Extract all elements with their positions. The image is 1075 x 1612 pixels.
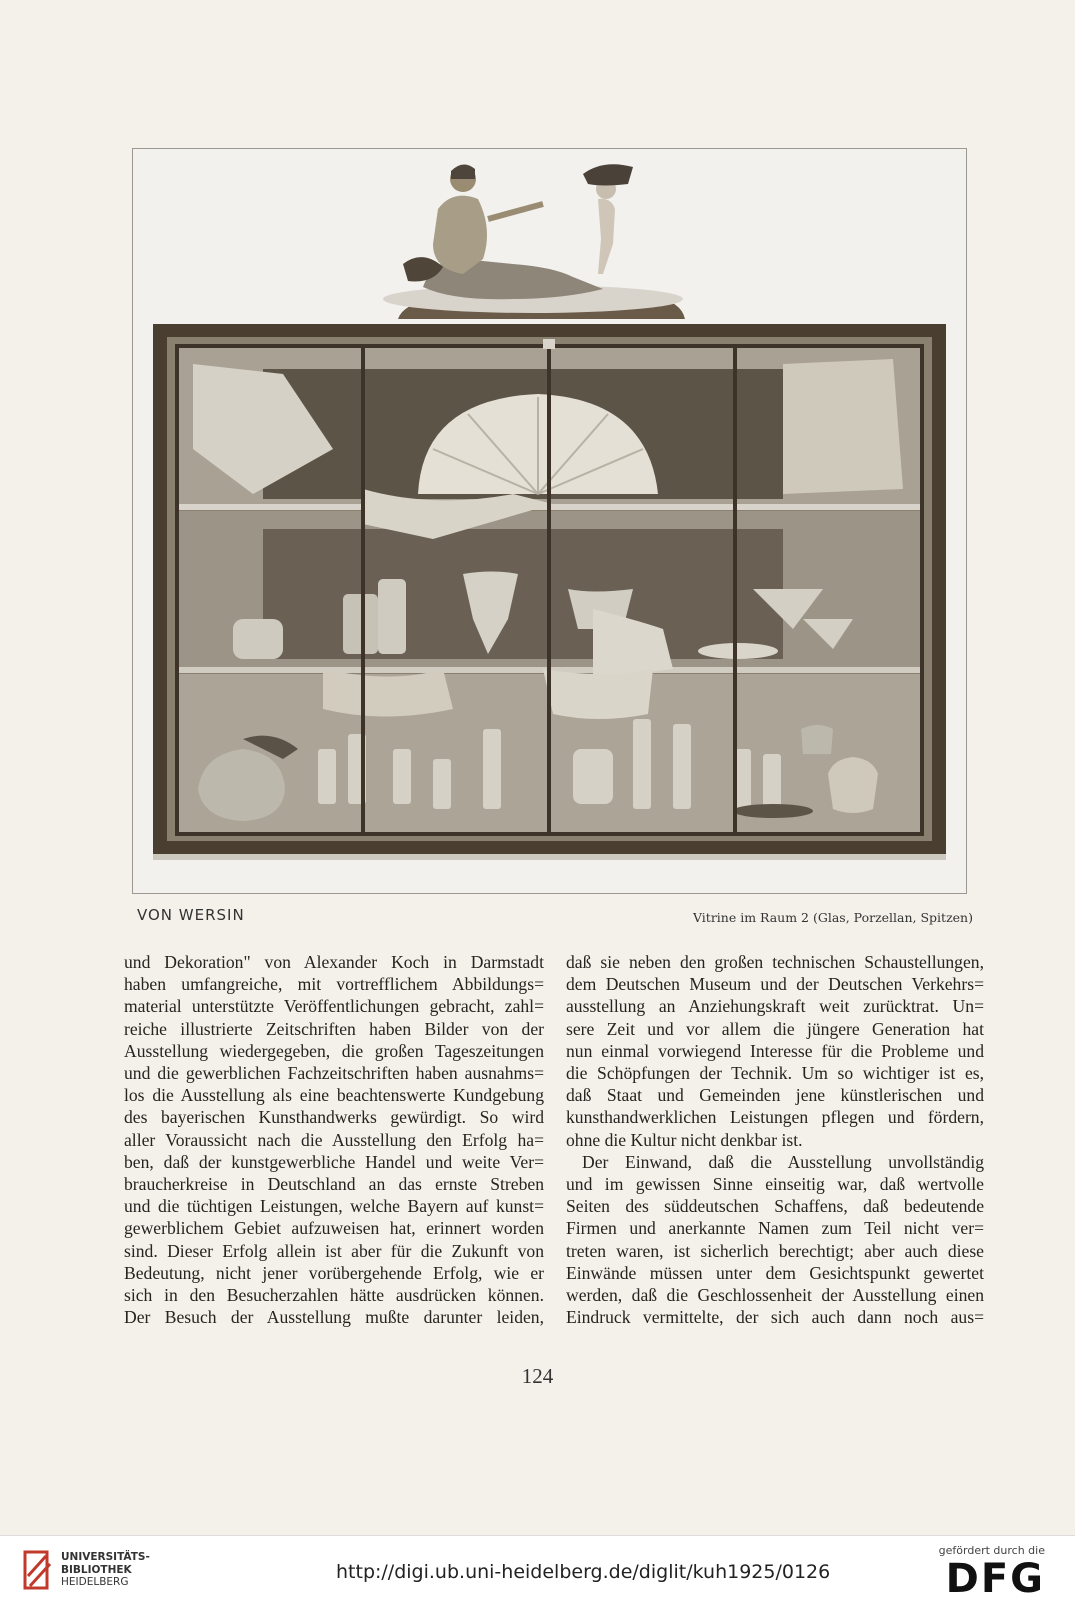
text-line: gewerblichem Gebiet aufzuweisen hat, erinnert worden bbox=[124, 1218, 544, 1239]
text-line: material unterstützte Veröffentlichungen gebracht, zahl= bbox=[124, 996, 544, 1017]
text-line: Firmen und anerkannte Namen zum Teil nicht ver= bbox=[566, 1218, 984, 1239]
text-line: Seiten des süddeutschen Schaffens, daß bedeutende bbox=[566, 1196, 984, 1217]
text-line: Bedeutung, nicht jener vorübergehende Erfolg, wie er bbox=[124, 1262, 544, 1283]
university-library-logo-icon[interactable] bbox=[22, 1546, 56, 1598]
text-line: Eindruck vermittelte, der sich auch dann noch aus= bbox=[566, 1307, 984, 1328]
dfg-logo[interactable]: DFG bbox=[945, 1556, 1045, 1602]
text-column-left bbox=[124, 951, 544, 1328]
text-line: los die Ausstellung als eine beachtenswerte Kundgebung bbox=[124, 1085, 544, 1106]
photo-caption-description: Vitrine im Raum 2 (Glas, Porzellan, Spitzen) bbox=[692, 910, 973, 925]
text-line: werden, daß die Geschlossenheit der Ausstellung einen bbox=[566, 1285, 984, 1306]
text-line: Der Einwand, daß die Ausstellung unvollständig bbox=[582, 1151, 984, 1172]
text-line: ohne die Kultur nicht denkbar ist. bbox=[566, 1129, 803, 1150]
text-line: und die tüchtigen Leistungen, welche Bayern auf kunst= bbox=[124, 1196, 544, 1217]
text-line: sich in den Besucherzahlen hätte ausdrücken können. bbox=[124, 1285, 544, 1306]
text-line: daß sie neben den großen technischen Schaustellungen, bbox=[566, 952, 984, 972]
text-line: reiche illustrierte Zeitschriften haben Bilder von der bbox=[124, 1018, 544, 1039]
text-line: nun einmal vorwiegend Interesse für die Probleme und bbox=[566, 1040, 984, 1061]
text-line: Ausstellung wiedergegeben, die großen Tageszeitungen bbox=[124, 1040, 544, 1061]
library-name-line: BIBLIOTHEK bbox=[61, 1563, 132, 1576]
viewer-footer bbox=[0, 1535, 1075, 1612]
text-line: Der Besuch der Ausstellung mußte darunter leiden, bbox=[124, 1307, 544, 1328]
text-line: des bayerischen Kunsthandwerks gewürdigt. So wird bbox=[124, 1107, 544, 1128]
funding-label: gefördert durch die bbox=[938, 1544, 1045, 1557]
library-name-line: HEIDELBERG bbox=[61, 1576, 129, 1588]
text-line: ben, daß der kunstgewerbliche Handel und weite Ver= bbox=[124, 1151, 544, 1172]
university-library-name[interactable] bbox=[61, 1551, 150, 1589]
text-line: sind. Dieser Erfolg allein ist aber für die Zukunft von bbox=[124, 1240, 544, 1261]
text-line: und im gewissen Sinne einseitig war, daß wertvolle bbox=[566, 1174, 984, 1195]
text-line: braucherkreise in Deutschland an das ernste Streben bbox=[124, 1174, 544, 1195]
text-line: die Schöpfungen der Technik. Um so wichtiger ist es, bbox=[566, 1063, 984, 1084]
text-line: daß Staat und Gemeinden jene künstlerischen und bbox=[566, 1085, 984, 1106]
text-line: haben umfangreiche, mit vortrefflichem Abbildungs= bbox=[124, 974, 544, 995]
text-line: treten waren, ist sicherlich berechtigt; aber auch diese bbox=[566, 1240, 984, 1261]
library-name-line: UNIVERSITÄTS- bbox=[61, 1551, 150, 1563]
text-line: aller Voraussicht nach die Ausstellung den Erfolg ha= bbox=[124, 1129, 544, 1150]
vitrine-photograph bbox=[132, 148, 967, 894]
text-line: sere Zeit und vor allem die jüngere Generation hat bbox=[566, 1018, 984, 1039]
text-line: und die gewerblichen Fachzeitschriften haben ausnahms= bbox=[124, 1063, 544, 1084]
text-line: und Dekoration" von Alexander Koch in Darmstadt bbox=[124, 952, 544, 972]
photo-caption-author: VON WERSIN bbox=[137, 906, 245, 924]
permalink-url[interactable]: http://digi.ub.uni-heidelberg.de/diglit/kuh1925/0126 bbox=[336, 1561, 831, 1583]
text-column-right bbox=[566, 951, 984, 1328]
text-line: kunsthandwerklichen Leistungen pflegen und fördern, bbox=[566, 1107, 984, 1128]
text-line: ausstellung an Anziehungskraft weit zurücktrat. Un= bbox=[566, 996, 984, 1017]
text-line: Einwände müssen unter dem Gesichtspunkt gewertet bbox=[566, 1262, 984, 1283]
page-number: 124 bbox=[521, 1364, 554, 1388]
text-line: dem Deutschen Museum und der Deutschen Verkehrs= bbox=[566, 974, 984, 995]
